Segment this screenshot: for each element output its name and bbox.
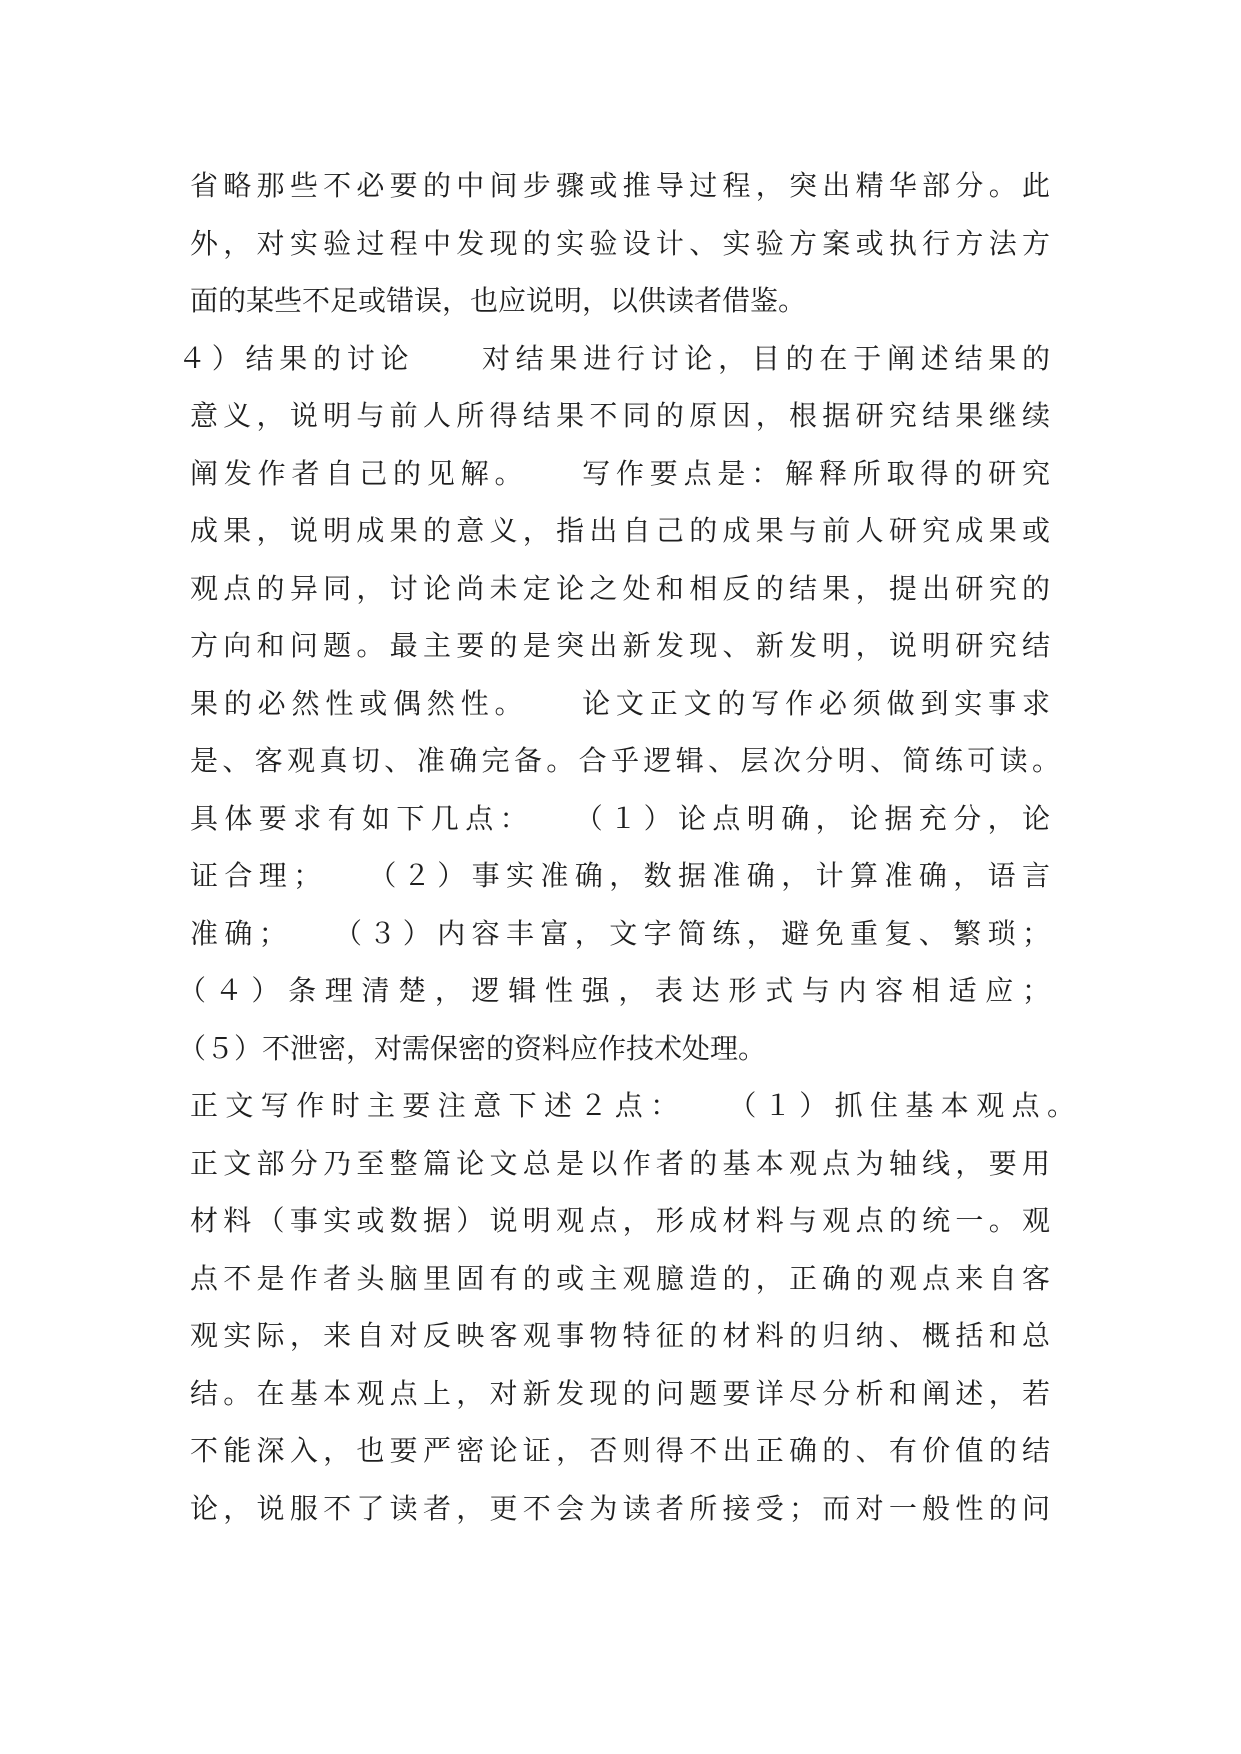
text-line: 观点的异同，讨论尚未定论之处和相反的结果，提出研究的 [190,571,1050,605]
text-line: 果的必然性或偶然性。 论文正文的写作必须做到实事求 [190,686,1050,720]
text-line: （４）条理清楚，逻辑性强，表达形式与内容相适应； [178,974,1050,1007]
text-line: 省略那些不必要的中间步骤或推导过程，突出精华部分。此 [190,169,1050,202]
text-line: 方向和问题。最主要的是突出新发现、新发明，说明研究结 [190,629,1050,662]
text-line: 点不是作者头脑里固有的或主观臆造的，正确的观点来自客 [190,1261,1050,1295]
text-line: 面的某些不足或错误，也应说明，以供读者借鉴。 [190,284,807,317]
text-line: 意义，说明与前人所得结果不同的原因，根据研究结果继续 [190,399,1050,432]
text-line: 外，对实验过程中发现的实验设计、实验方案或执行方法方 [190,226,1050,260]
text-line: 结。在基本观点上，对新发现的问题要详尽分析和阐述，若 [190,1376,1050,1410]
text-line: 阐发作者自己的见解。 写作要点是：解释所取得的研究 [190,456,1050,490]
text-line: 准确； （３）内容丰富，文字简练，避免重复、繁琐； [190,916,1050,950]
text-line: 论，说服不了读者，更不会为读者所接受；而对一般性的问 [190,1491,1050,1525]
text-line: 是、客观真切、准确完备。合乎逻辑、层次分明、简练可读。 [190,744,1060,777]
text-line: 正文写作时主要注意下述２点： （１）抓住基本观点。 [190,1089,1075,1122]
body-text [178,157,1090,1537]
text-line: 观实际，来自对反映客观事物特征的材料的归纳、概括和总 [190,1319,1050,1352]
text-line: 证合理； （２）事实准确，数据准确，计算准确，语言 [190,859,1050,892]
text-line: （５）不泄密，对需保密的资料应作技术处理。 [178,1031,767,1065]
text-line: 具体要求有如下几点： （１）论点明确，论据充分，论 [190,801,1050,835]
text-line: 正文部分乃至整篇论文总是以作者的基本观点为轴线，要用 [190,1146,1050,1180]
text-line: 成果，说明成果的意义，指出自己的成果与前人研究成果或 [190,514,1050,547]
text-line: ４）结果的讨论 对结果进行讨论，目的在于阐述结果的 [178,341,1050,375]
text-line: 材料（事实或数据）说明观点，形成材料与观点的统一。观 [190,1204,1050,1237]
text-line: 不能深入，也要严密论证，否则得不出正确的、有价值的结 [190,1434,1050,1467]
